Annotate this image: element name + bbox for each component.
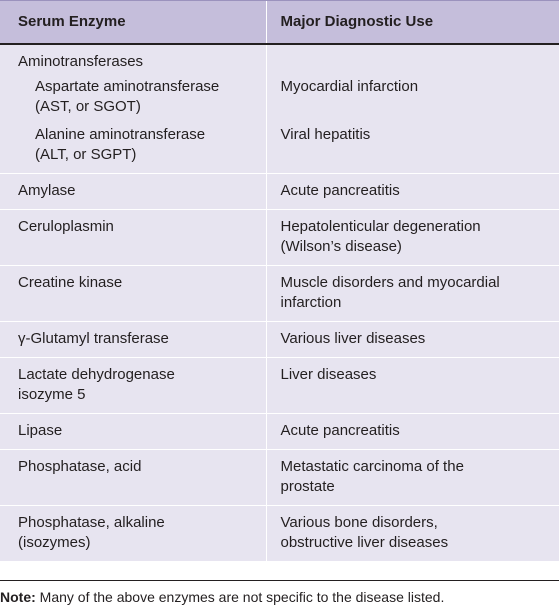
table-row: [0, 210, 559, 266]
enzyme-cell: [0, 210, 266, 266]
use-line: Various liver diseases: [280, 330, 426, 347]
use-line: Acute pancreatitis: [280, 422, 400, 439]
enzyme-cell: [0, 450, 266, 506]
use-line: obstructive liver diseases: [280, 534, 449, 551]
enzyme-line: Creatine kinase: [18, 274, 123, 291]
table-row: [0, 266, 559, 322]
enzyme-line: Phosphatase, acid: [18, 458, 142, 475]
use-line: (Wilson’s disease): [280, 238, 402, 255]
use-line: Liver diseases: [280, 366, 377, 383]
sub-enzyme: [18, 77, 256, 117]
table-row: [0, 506, 559, 562]
enzyme-line: (ALT, or SGPT): [35, 146, 137, 163]
table-bottom-rule: [0, 580, 559, 581]
sub-enzyme: [18, 125, 256, 165]
use-cell: [266, 450, 559, 506]
use-cell: [266, 322, 559, 358]
enzyme-line: isozyme 5: [18, 386, 86, 403]
enzyme-line: Ceruloplasmin: [18, 218, 114, 235]
table-row: [0, 174, 559, 210]
enzyme-cell: [0, 506, 266, 562]
enzyme-line: (AST, or SGOT): [35, 98, 141, 115]
enzyme-cell: [0, 322, 266, 358]
enzyme-line: (isozymes): [18, 534, 91, 551]
use-cell: [266, 358, 559, 414]
enzyme-line: Alanine aminotransferase: [35, 126, 206, 143]
table-header-row: [0, 1, 559, 45]
table-row-aminotransferases: [0, 44, 559, 174]
use-line: Viral hepatitis: [280, 126, 371, 143]
use-line: Metastatic carcinoma of the: [280, 458, 464, 475]
enzyme-line: Aspartate aminotransferase: [35, 78, 220, 95]
enzyme-line: Lipase: [18, 422, 63, 439]
use-cell: [266, 506, 559, 562]
use-line: Myocardial infarction: [280, 78, 419, 95]
use-line: infarction: [280, 294, 342, 311]
use-cell: [266, 414, 559, 450]
use-cell: [266, 174, 559, 210]
header-serum-enzyme: Serum Enzyme: [0, 1, 266, 45]
use-line: prostate: [280, 478, 335, 495]
use-cell: [266, 210, 559, 266]
enzyme-line: Amylase: [18, 182, 76, 199]
enzyme-line: γ-Glutamyl transferase: [18, 330, 169, 347]
use-cell: [266, 44, 559, 174]
use-line: Acute pancreatitis: [280, 182, 400, 199]
use-line: Various bone disorders,: [280, 514, 438, 531]
enzyme-cell: [0, 174, 266, 210]
enzyme-cell: [0, 44, 266, 174]
note-text: Many of the above enzymes are not specific to the disease listed.: [35, 589, 445, 605]
use-cell: [266, 266, 559, 322]
table-row: [0, 450, 559, 506]
sub-use: [281, 125, 550, 165]
note-label: Note:: [0, 589, 36, 605]
use-line: Hepatolenticular degeneration: [280, 218, 481, 235]
use-line: Muscle disorders and myocardial: [280, 274, 500, 291]
table-footnote: [0, 588, 444, 606]
table-row: [0, 358, 559, 414]
header-major-diagnostic-use: Major Diagnostic Use: [266, 1, 559, 45]
enzyme-line: Lactate dehydrogenase: [18, 366, 175, 383]
enzyme-cell: [0, 358, 266, 414]
table-row: [0, 322, 559, 358]
table-row: [0, 414, 559, 450]
enzyme-line: Phosphatase, alkaline: [18, 514, 165, 531]
sub-use: [281, 77, 550, 117]
group-label: Aminotransferases: [18, 53, 144, 70]
enzyme-cell: [0, 414, 266, 450]
enzyme-cell: [0, 266, 266, 322]
